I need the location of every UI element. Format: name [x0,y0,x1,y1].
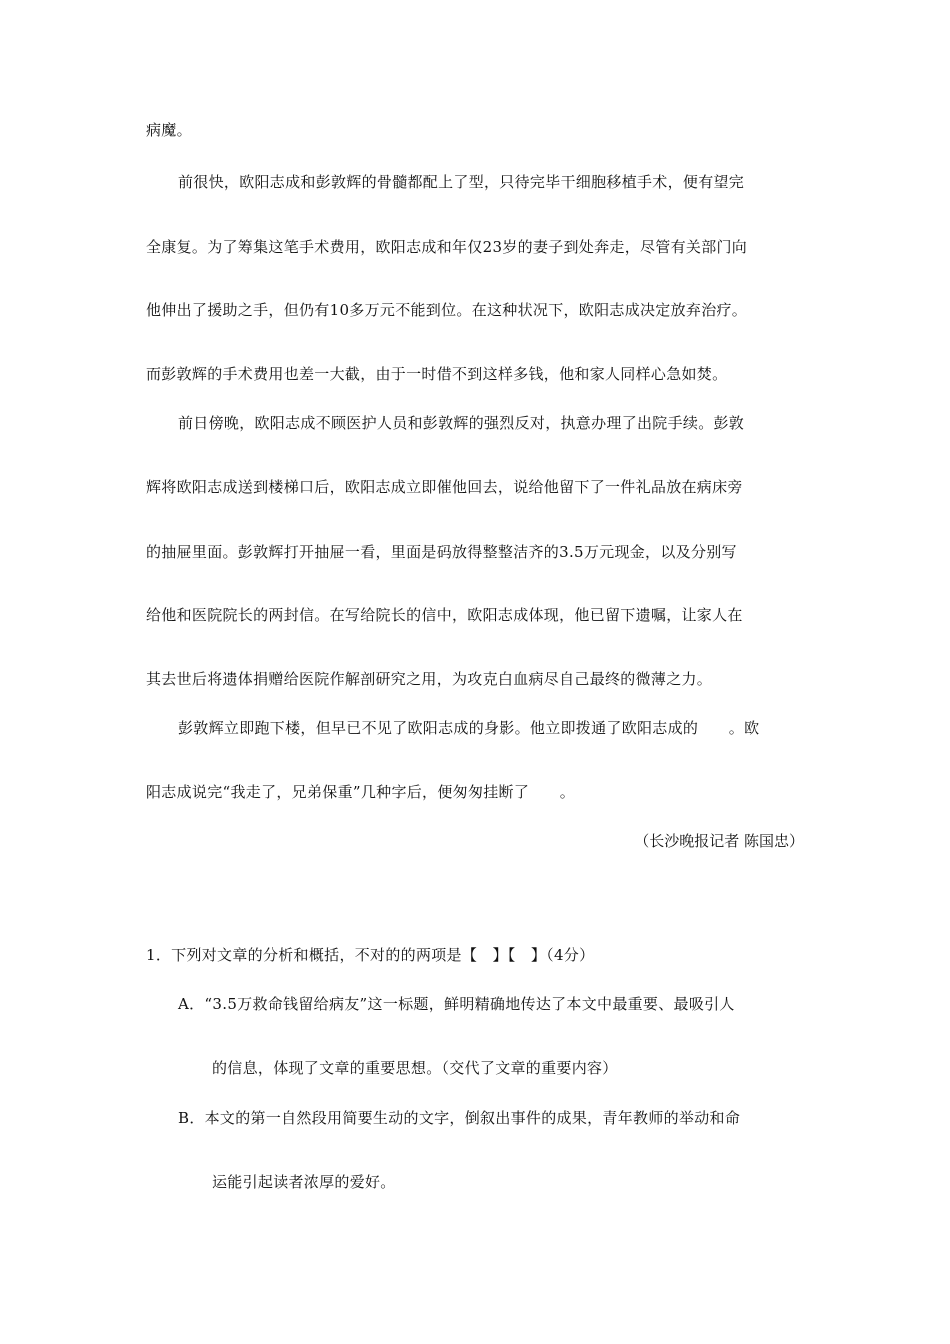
article-line: 病魔。 [146,121,192,139]
article-line: 的抽屉里面。彭敦辉打开抽屉一看，里面是码放得整整洁齐的3.5万元现金，以及分别写 [146,543,737,561]
article-line: 给他和医院院长的两封信。在写给院长的信中，欧阳志成体现，他已留下遗嘱，让家人在 [146,606,743,624]
article-line: 彭敦辉立即跑下楼，但早已不见了欧阳志成的身影。他立即拨通了欧阳志成的 。欧 [178,719,760,737]
article-line: 而彭敦辉的手术费用也差一大截，由于一时借不到这样多钱，他和家人同样心急如焚。 [146,365,728,383]
article-line: 其去世后将遗体捐赠给医院作解剖研究之用，为攻克白血病尽自己最终的微薄之力。 [146,670,713,688]
article-line: 他伸出了援助之手，但仍有10多万元不能到位。在这种状况下，欧阳志成决定放弃治疗。 [146,301,748,319]
option-a: A．“3.5万救命钱留给病友”这一标题，鲜明精确地传达了本文中最重要、最吸引人 [178,995,735,1013]
option-a-continuation: 的信息，体现了文章的重要思想。（交代了文章的重要内容） [212,1059,618,1077]
article-line: 前日傍晚，欧阳志成不顾医护人员和彭敦辉的强烈反对，执意办理了出院手续。彭敦 [178,414,745,432]
option-b-continuation: 运能引起读者浓厚的爱好。 [212,1173,396,1191]
byline: （长沙晚报记者 陈国忠） [634,832,804,850]
article-line: 前很快，欧阳志成和彭敦辉的骨髓都配上了型，只待完毕干细胞移植手术，便有望完 [178,173,745,191]
question-stem: 1．下列对文章的分析和概括，不对的的两项是【 】【 】（4分） [146,946,595,964]
article-line: 阳志成说完“我走了，兄弟保重”几种字后，便匆匆挂断了 。 [146,783,576,801]
article-line: 全康复。为了筹集这笔手术费用，欧阳志成和年仅23岁的妻子到处奔走，尽管有关部门向 [146,238,748,256]
option-b: B．本文的第一自然段用简要生动的文字，倒叙出事件的成果，青年教师的举动和命 [178,1109,741,1127]
article-line: 辉将欧阳志成送到楼梯口后，欧阳志成立即催他回去，说给他留下了一件礼品放在病床旁 [146,478,743,496]
